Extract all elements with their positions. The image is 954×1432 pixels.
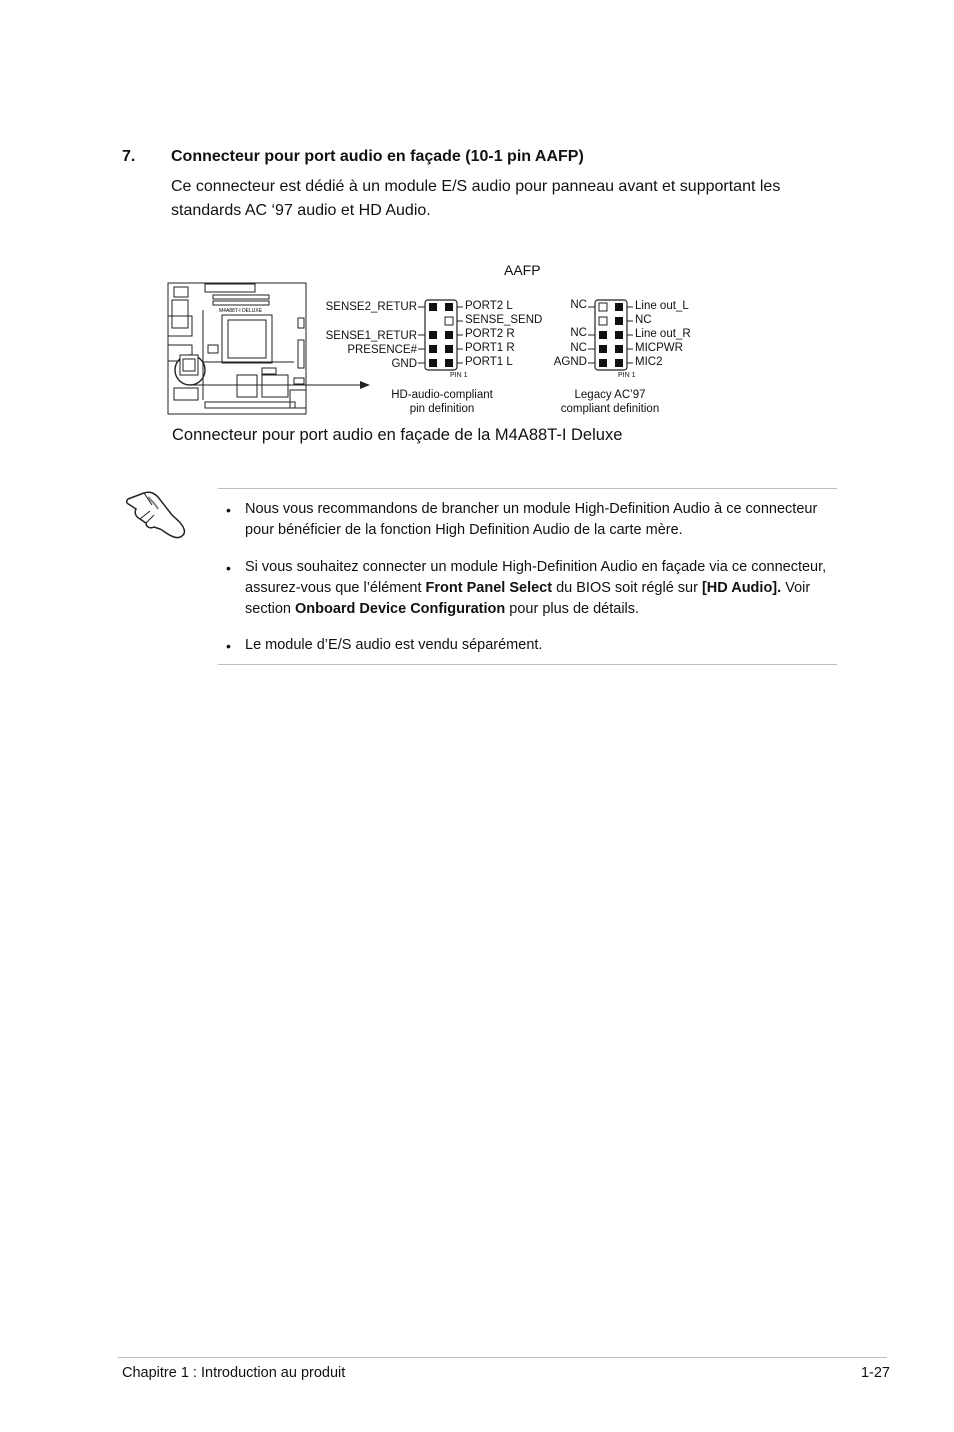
aafp-diagram xyxy=(0,0,954,440)
hand-pointing-icon xyxy=(126,485,188,541)
arrow-head xyxy=(360,381,370,389)
note-item-1: Nous vous recommandons de brancher un module High-Definition Audio à ce connecteur pour bénéficier de la fonction High Definition Audio de la carte mère. xyxy=(245,501,818,538)
hd-definition xyxy=(372,388,512,416)
legacy-connector xyxy=(588,300,633,370)
hd-right-pin-2: SENSE_SEND xyxy=(465,314,543,326)
legacy-pin1-label: PIN 1 xyxy=(618,372,636,379)
section-description: Ce connecteur est dédié à un module E/S audio pour panneau avant et supportant les standards AC ‘97 audio et HD Audio. xyxy=(171,178,781,219)
legacy-right-pin-3: Line out_R xyxy=(635,328,691,340)
note-bottom-rule xyxy=(218,664,837,665)
section-title: Connecteur pour port audio en façade (10-1 pin AAFP) xyxy=(171,148,584,165)
footer-chapter: Chapitre 1 : Introduction au produit xyxy=(122,1365,346,1381)
legacy-definition xyxy=(540,388,680,416)
note-item-2-bold-b: [HD Audio]. xyxy=(701,580,782,596)
note-item-2-text-c: Voir section xyxy=(245,580,811,617)
note-bullet-3: • xyxy=(226,638,231,654)
note-top-rule xyxy=(218,488,837,489)
legacy-left-pin-3: NC xyxy=(570,342,587,354)
section-number: 7. xyxy=(122,148,136,165)
hd-right-pin-5: PORT1 L xyxy=(465,356,513,368)
hd-definition-line1: HD-audio-compliant xyxy=(391,389,493,401)
hd-definition-line2: pin definition xyxy=(409,403,475,415)
board-label: M4A88T-I DELUXE xyxy=(219,308,263,314)
connector-name: AAFP xyxy=(504,262,541,278)
hd-right-pin-4: PORT1 R xyxy=(465,342,515,354)
legacy-right-pin-4: MICPWR xyxy=(635,342,683,354)
hd-left-pin-3: PRESENCE# xyxy=(347,344,417,356)
note-item-2-bold-c: Onboard Device Configuration xyxy=(294,601,506,617)
legacy-right-pin-1: Line out_L xyxy=(635,300,689,312)
legacy-definition-line2: compliant definition xyxy=(560,403,660,415)
hd-left-pin-4: GND xyxy=(391,358,417,370)
legacy-left-pin-2: NC xyxy=(570,327,587,339)
motherboard-illustration xyxy=(168,283,306,414)
note-bullet-1: • xyxy=(226,502,231,518)
note-item-2 xyxy=(245,557,840,620)
footer-rule xyxy=(118,1357,887,1358)
legacy-left-pin-1: NC xyxy=(570,299,587,311)
hd-right-pin-3: PORT2 R xyxy=(465,328,515,340)
hd-left-pin-1: SENSE2_RETUR xyxy=(325,301,417,313)
note-item-2-text-b: du BIOS soit réglé sur xyxy=(552,580,702,596)
note-bullet-2: • xyxy=(226,560,231,576)
footer-page-number: 1-27 xyxy=(860,1365,890,1381)
hd-right-pin-1: PORT2 L xyxy=(465,300,513,312)
figure-caption: Connecteur pour port audio en façade de la M4A88T-I Deluxe xyxy=(172,426,623,444)
legacy-left-pin-4: AGND xyxy=(553,356,587,368)
legacy-right-pin-5: MIC2 xyxy=(635,356,663,368)
hd-left-pin-2: SENSE1_RETUR xyxy=(325,330,417,342)
hd-pin1-label: PIN 1 xyxy=(450,372,468,379)
hd-connector xyxy=(418,300,463,370)
legacy-definition-line1: Legacy AC’97 xyxy=(574,389,646,401)
note-item-3: Le module d’E/S audio est vendu séparément. xyxy=(245,637,543,653)
note-item-2-text-a: Si vous souhaitez connecter un module High-Definition Audio en façade via ce connecteur, assurez-vous que l’élément xyxy=(245,559,827,596)
note-item-2-text-d: pour plus de détails. xyxy=(505,601,640,617)
note-item-2-bold-a: Front Panel Select xyxy=(425,580,553,596)
legacy-right-pin-2: NC xyxy=(635,314,652,326)
